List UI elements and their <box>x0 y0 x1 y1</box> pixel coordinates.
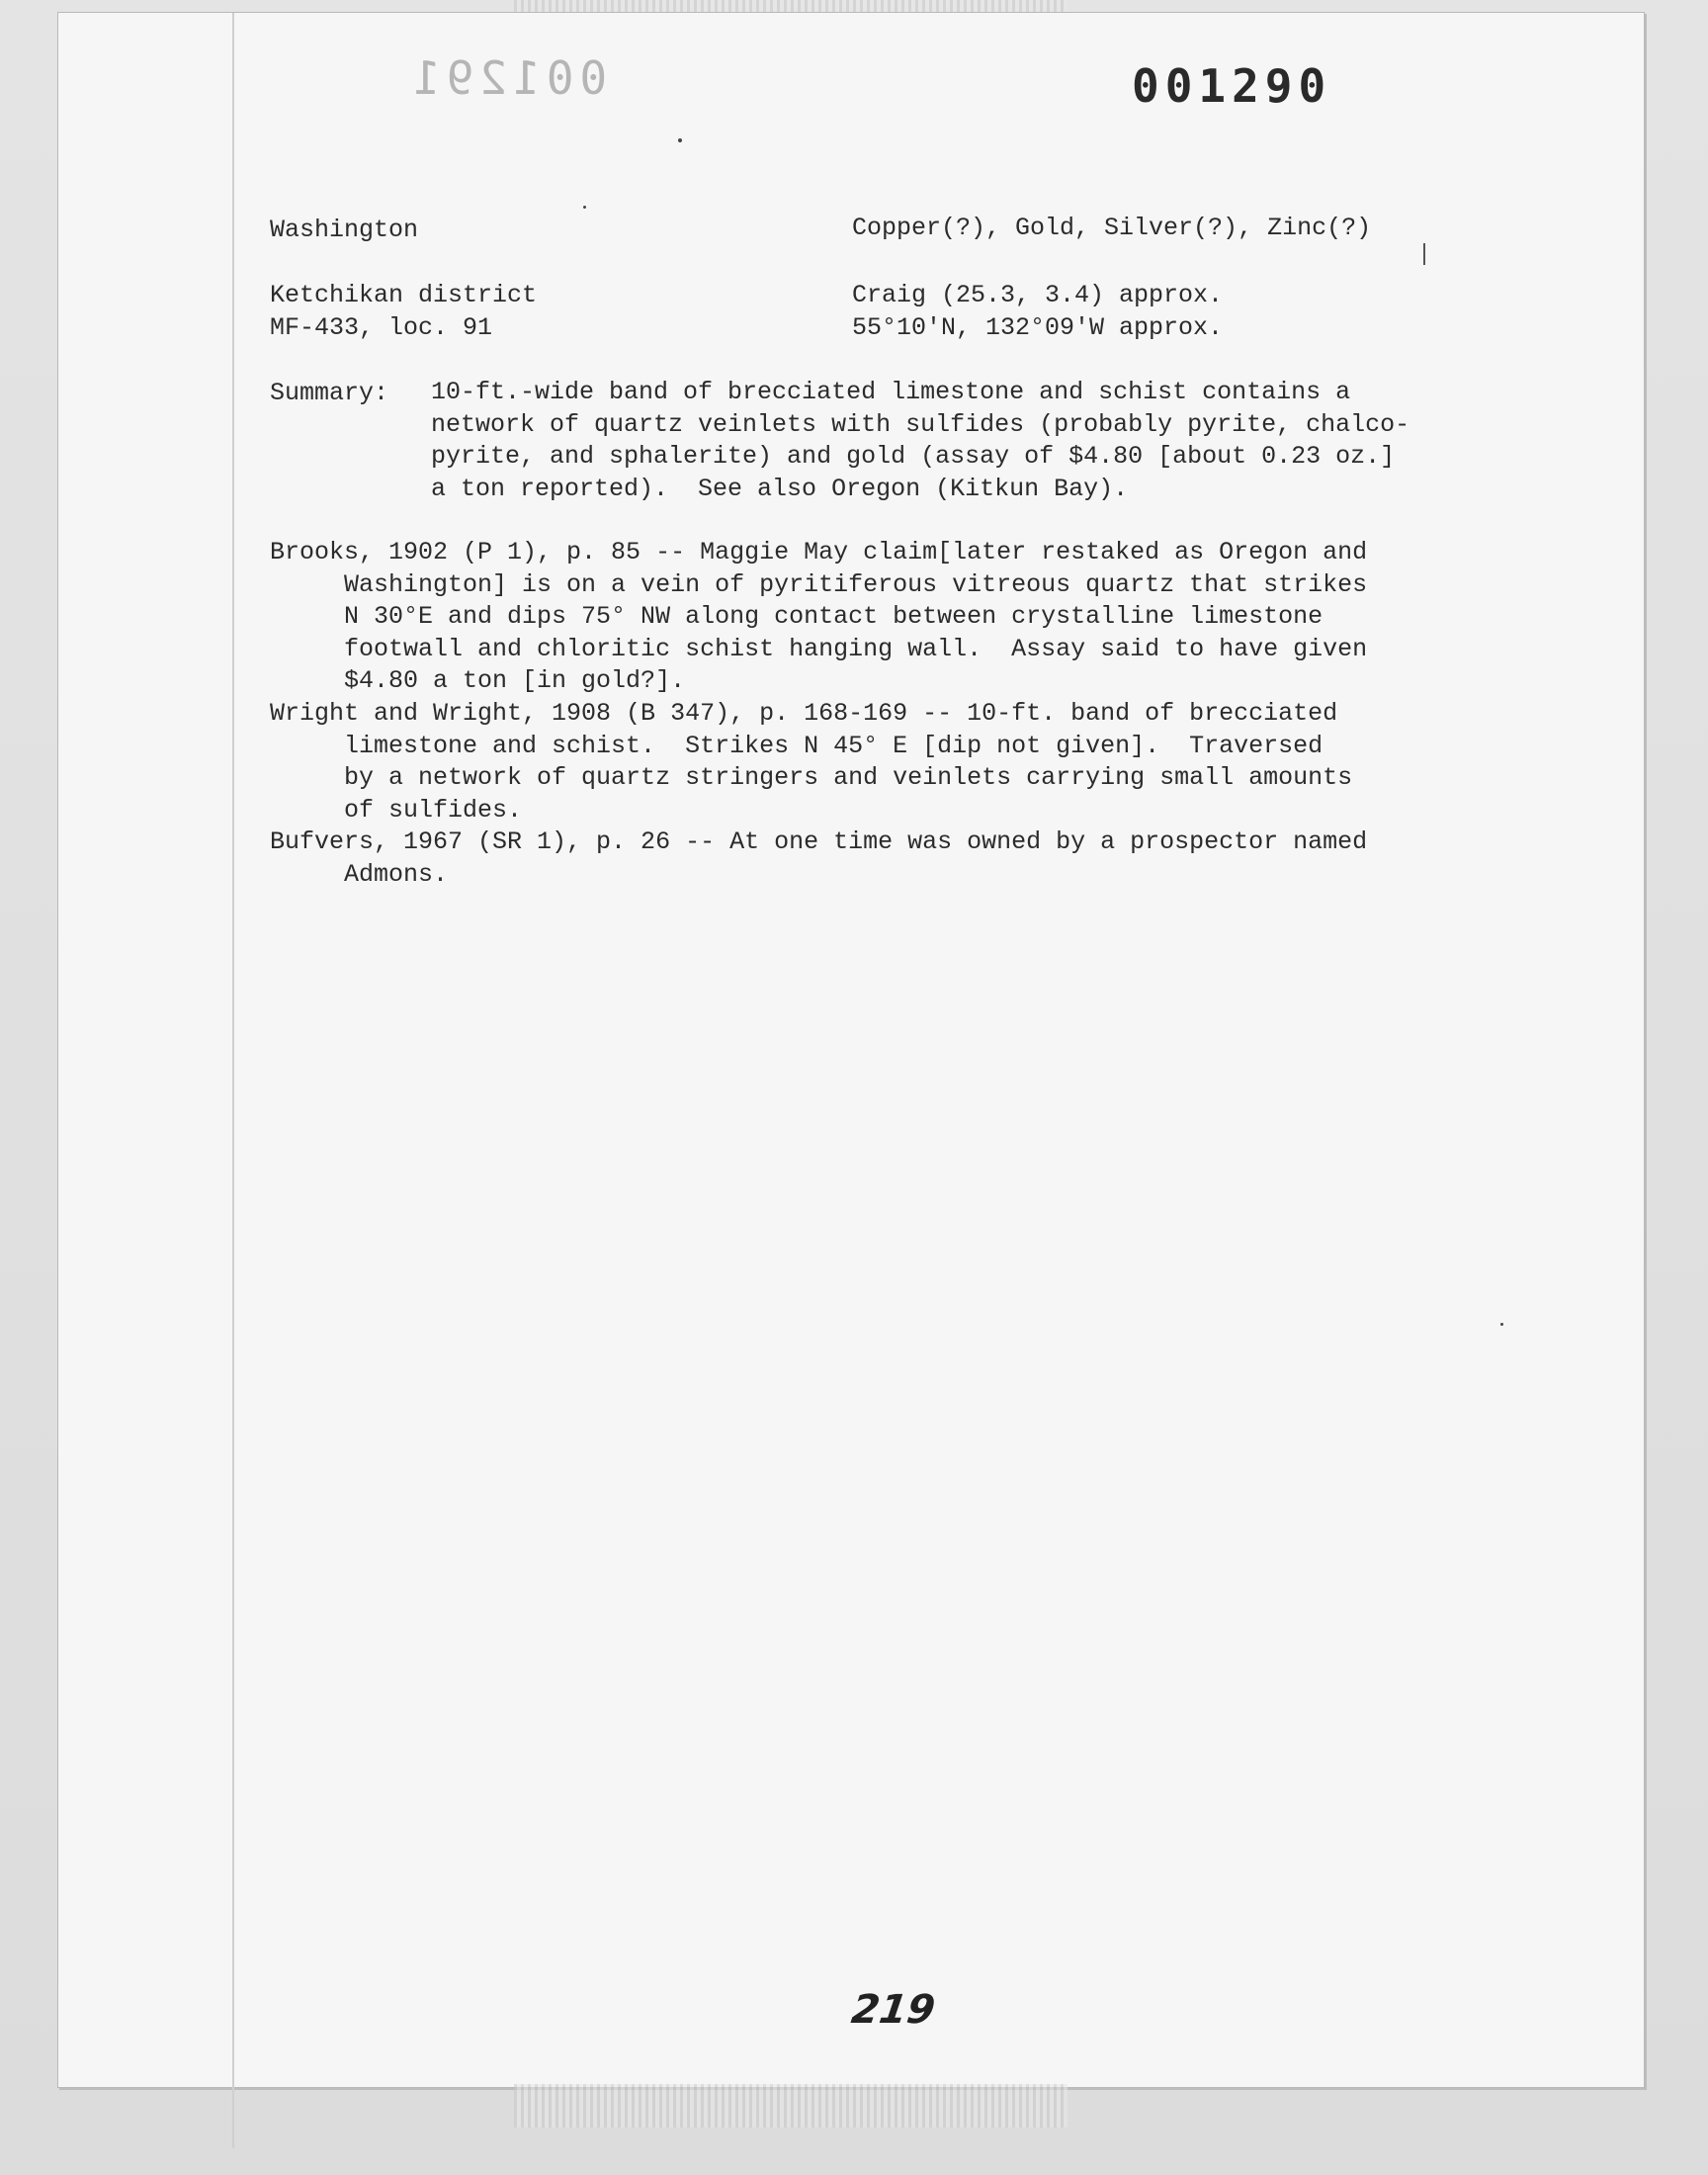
speck-mark <box>1500 1323 1503 1326</box>
reference-line: Wright and Wright, 1908 (B 347), p. 168-169 -- 10-ft. band of brecciated <box>270 698 1338 728</box>
reference-line: by a network of quartz stringers and veinlets carrying small amounts <box>270 763 1353 793</box>
summary-line: 10-ft.-wide band of brecciated limestone and schist contains a <box>431 378 1351 406</box>
reference-line: $4.80 a ton [in gold?]. <box>270 666 686 696</box>
mirrored-stamp-number: 001291 <box>407 51 608 105</box>
references-block <box>270 537 1367 892</box>
summary-label: Summary: <box>270 379 389 407</box>
header-quad-location: Craig (25.3, 3.4) approx. <box>852 281 1224 309</box>
reference-line: Bufvers, 1967 (SR 1), p. 26 -- At one time was owned by a prospector named <box>270 827 1368 857</box>
reference-line: Brooks, 1902 (P 1), p. 85 -- Maggie May claim[later restaked as Oregon and <box>270 538 1368 566</box>
speck-mark <box>678 138 682 142</box>
summary-line: network of quartz veinlets with sulfides (probably pyrite, chalco- <box>431 409 1410 439</box>
stamp-number: 001290 <box>1132 59 1332 113</box>
header-map-ref: MF-433, loc. 91 <box>270 313 493 342</box>
reference-line: of sulfides. <box>270 795 523 825</box>
reference-line: Washington] is on a vein of pyritiferous vitreous quartz that strikes <box>270 569 1368 599</box>
header-coordinates: 55°10'N, 132°09'W approx. <box>852 313 1224 342</box>
summary-line: a ton reported). See also Oregon (Kitkun Bay). <box>431 474 1129 503</box>
summary-line: pyrite, and sphalerite) and gold (assay of $4.80 [about 0.23 oz.] <box>431 442 1396 472</box>
reference-line: Admons. <box>270 859 449 889</box>
header-district: Ketchikan district <box>270 281 538 309</box>
page-number: 219 <box>848 1987 938 2033</box>
reference-line: limestone and schist. Strikes N 45° E [dip not given]. Traversed <box>270 731 1324 760</box>
fold-line <box>232 13 234 2148</box>
header-state: Washington <box>270 216 419 244</box>
summary-text <box>431 377 1409 505</box>
reference-line: footwall and chloritic schist hanging wall. Assay said to have given <box>270 634 1368 663</box>
stray-mark <box>1423 243 1425 265</box>
header-commodities: Copper(?), Gold, Silver(?), Zinc(?) <box>852 214 1372 242</box>
reference-line: N 30°E and dips 75° NW along contact between crystalline limestone <box>270 602 1324 632</box>
scanner-artifact-bottom <box>514 2084 1068 2128</box>
speck-mark <box>583 206 586 209</box>
